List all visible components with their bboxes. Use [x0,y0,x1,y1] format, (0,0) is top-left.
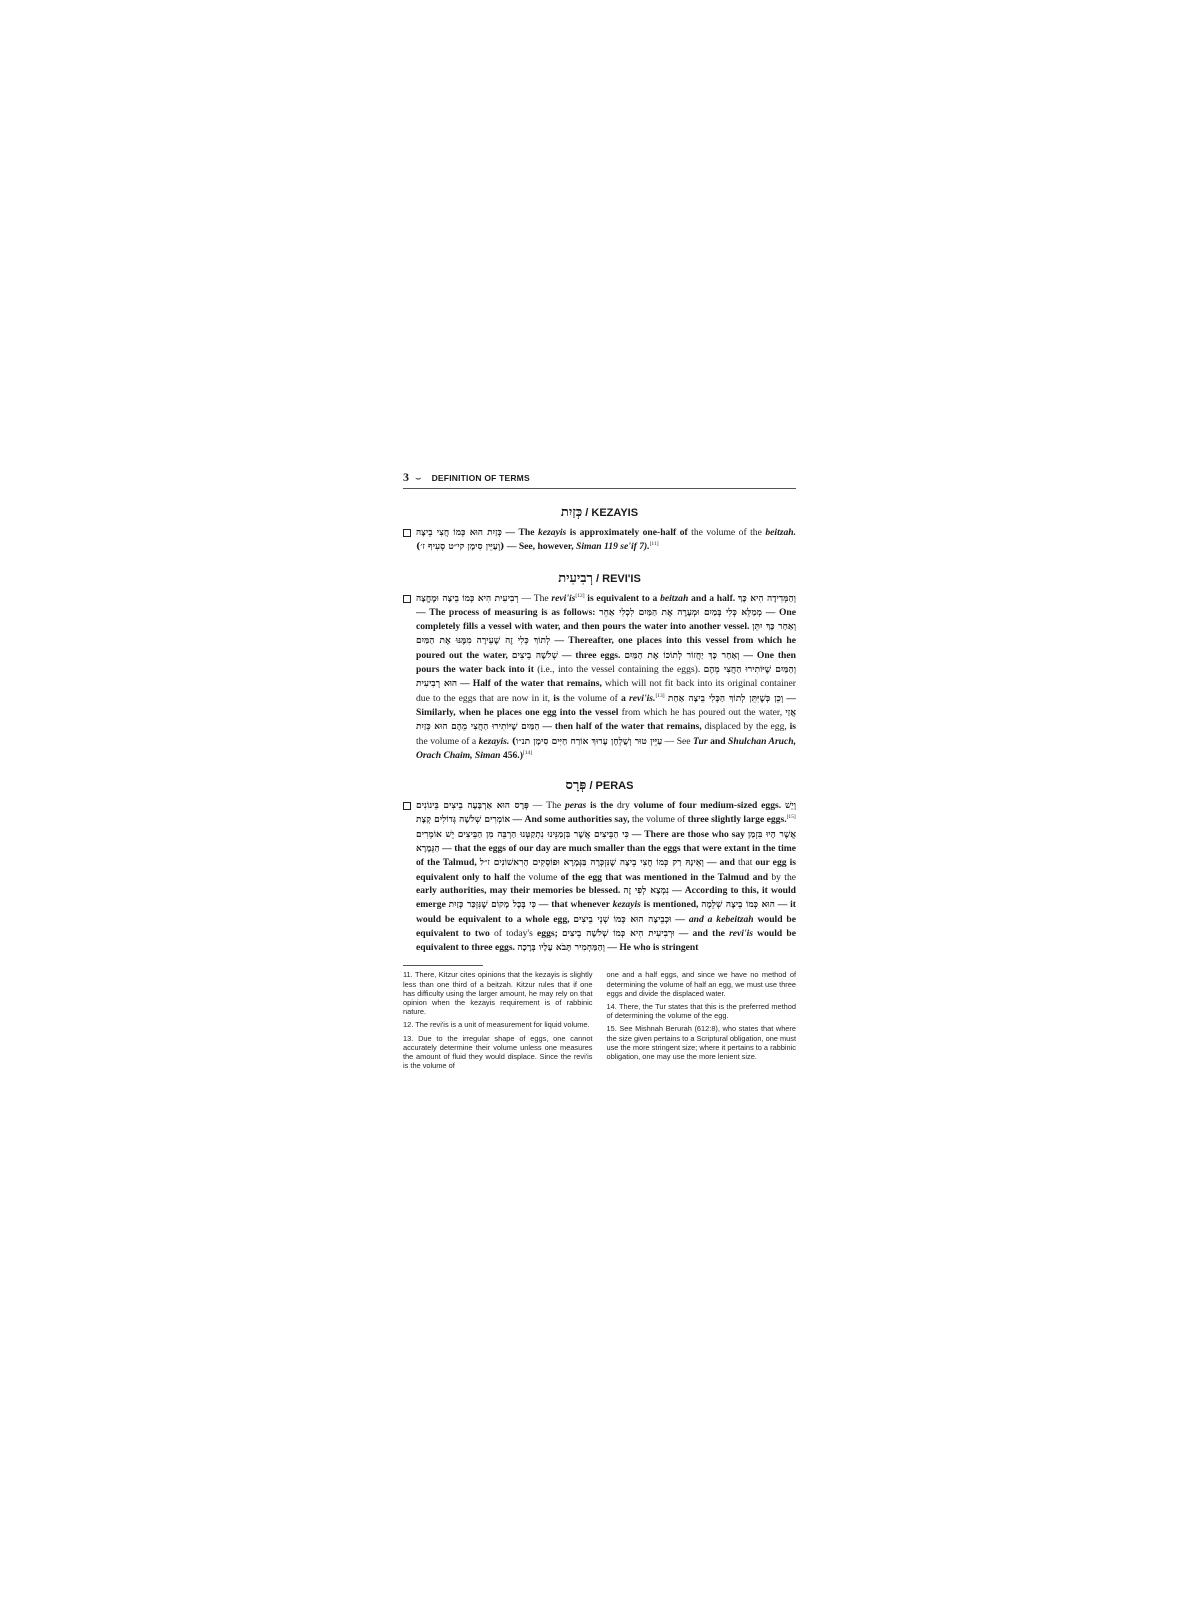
running-head [403,470,796,489]
page-number: 3 [403,470,409,484]
section-heading-kezayis: כְּזַיִת / KEZAYIS [560,505,639,520]
bullet-box-icon [403,802,411,810]
footnotes [403,970,796,1074]
ornament-icon: ⌣ [415,473,422,484]
footnote-14: 14. There, the Tur states that this is the preferred method of determining the volume of the egg. [606,1002,796,1021]
section-heading-revis: רְבִיעִית / REVI'IS [558,570,641,586]
bullet-box-icon [403,529,411,537]
footnote-divider [403,965,483,966]
footnote-12: 12. The revi'is is a unit of measurement for liquid volume. [403,1020,590,1030]
bullet-box-icon [403,595,411,603]
footnote-13: 13. Due to the irregular shape of eggs, one cannot accurately determine their volume unless one measures the amount of fluid they would displace. Since the revi'is is the volume of [403,1033,593,1071]
footnote-13-continued: one and a half eggs, and since we have no method of determining the volume of half an egg, we must use three eggs and divide the displaced water. [606,970,796,998]
footnote-11: 11. There, Kitzur cites opinions that the kezayis is slightly less than one third of a beitzah. Kitzur rules that if one has difficulty using the larger amount, he may rely on that opinion when the kezayis requirement is of rabbinic nature. [403,970,593,1017]
footnote-column-right [607,970,797,1074]
entry-kezayis: כְּזַיִת הוּא כְּמוֹ חֲצִי בֵיצָה — The kezayis is approximately one-half of the volume of the beitzah. (וְעַיֵּין סִימָן קי״ט סְעִיף ז׳) — See, however, Siman 119 se'if 7).[11] [403,526,796,555]
section-heading-peras: פְּרָס / PERAS [565,778,634,794]
entry-revis: רְבִיעִית הִיא כְּמוֹ בֵיצָה וּמֶחֱצָה — The revi'is[12] is equivalent to a beitzah and a half. וְהַמְּדִידָה הִיא כָּךְ — The process of measuring is as follows: מְמַלֵּא כְּלִי בְּמַיִם וּמְעָרֶה אֶת הַמַּיִם לִכְלִי אַחֵר — One completely fills a vessel with water, and then pours the water into another vessel. וְאַחַר כָּךְ יִתֵּן לְתוֹךְ כְּלִי זֶה שֶׁעֵירָה מִמֶּנּוּ אֶת הַמַּיִם — Thereafter, one places into this vessel from which he poured out the water, שְׁלֹשָׁה בֵיצִים — three eggs. וְאַחַר כָּךְ יַחֲזוֹר לְתוֹכוֹ אֶת הַמַּיִם — One then pours the water back into it (i.e., into the vessel containing the eggs). וְהַמַּיִם שֶׁיּוֹתִירוּ הַחֲצִי מֵהֶם הוּא רְבִיעִית — Half of the water that remains, which will not fit back into its original container due to the eggs that are now in it, is the volume of a revi'is.[13] וְכֵן כְּשֶׁיִּתֵּן לְתוֹךְ הַכְּלִי בֵיצָה אַחַת — Similarly, when he places one egg into the vessel from which he has poured out the water, אֲזַי הַמַּיִם שֶׁיּוֹתִירוּ הַחֲצִי מֵהֶם הוּא כְּזַיִת — then half of the water that remains, displaced by the egg, is the volume of a kezayis. (עַיֵּין טוּר וְשֻׁלְחָן עָרוּךְ אוֹרַח חַיִּים סִימָן תנ״ו — See Tur and Shulchan Aruch, Orach Chaim, Siman 456.)[14] [403,592,796,763]
footnote-15: 15. See Mishnah Berurah (612:8), who states that where the size given pertains to a Scriptural obligation, one must use the more stringent size; where it pertains to a rabbinic obligation, one may use the more lenient size. [606,1024,796,1062]
entry-peras: פְּרָס הוּא אַרְבָּעָה בֵיצִים בֵּינוֹנִים — The peras is the dry volume of four medium-sized eggs. וְיֵשׁ אוֹמְרִים שְׁלֹשָׁה גְּדוֹלִים קְצָת — And some authorities say, the volume of three slightly large eggs.[15] כִּי הַבֵּיצִים אֲשֶׁר בִּזְמַנֵּינוּ נִתְקַטְּנוּ הַרְבֵּה מִן הַבֵּיצִים יֵשׁ אוֹמְרִים — There are those who say אֲשֶׁר הָיוּ בִּזְמַן הַגְּמָרָא — that the eggs of our day are much smaller than the eggs that were extant in the time of the Talmud, וְאֵינָהּ רַק כְּמוֹ חֲצִי בֵיצָה שֶׁנִּזְכְּרָה בַּגְּמָרָא וּפוֹסְקִים הָרִאשׁוֹנִים ז״ל — and that our egg is equivalent only to half the volume of the egg that was mentioned in the Talmud and by the early authorities, may their memories be blessed. נִמְצָא לְפִי זֶה — According to this, it would emerge כִּי בְּכָל מָקוֹם שֶׁנִּזְכַּר כְּזַיִת — that whenever kezayis is mentioned, הוּא כְּמוֹ בֵיצָה שְׁלֵמָה — it would be equivalent to a whole egg, וּכְבֵיצָה הוּא כְּמוֹ שְׁנֵי בֵיצִים — and a kebeitzah would be equivalent to two of today's eggs; וּרְבִיעִית הִיא כְּמוֹ שְׁלֹשָׁה בֵיצִים — and the revi'is would be equivalent to three eggs. וְהַמַּחְמִיר תָּבֹא עָלָיו בְּרָכָה — He who is stringent [403,799,796,955]
footnote-column-left [403,970,593,1074]
running-head-title: DEFINITION OF TERMS [431,473,530,483]
book-page [403,470,796,1074]
